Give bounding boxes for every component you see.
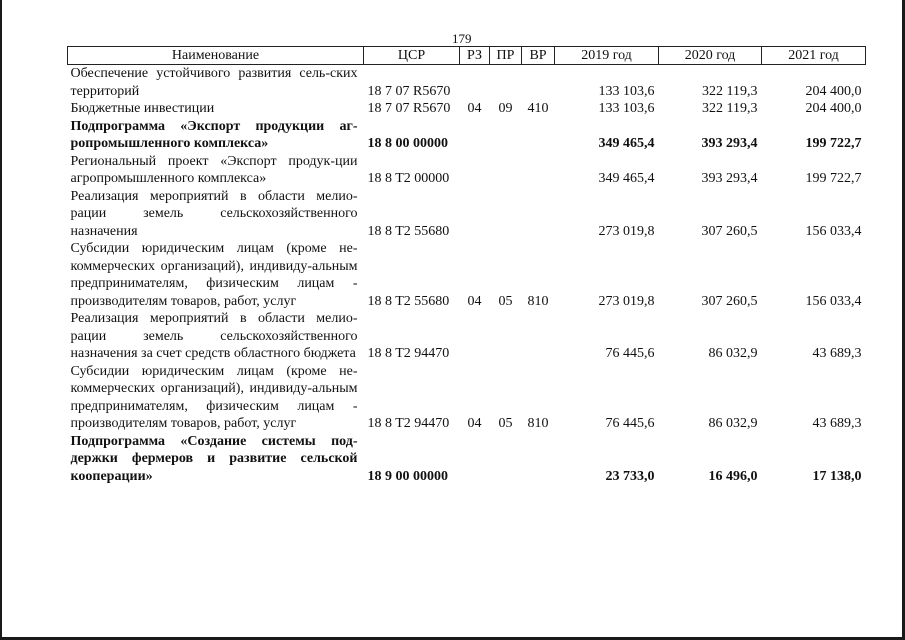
cell-2019: 349 465,4: [598, 136, 655, 151]
cell-csr: 18 8 00 00000: [367, 136, 448, 151]
cell-2019: 133 103,6: [598, 101, 655, 116]
cell-2020: 322 119,3: [702, 101, 758, 116]
cell-pr: [490, 65, 522, 101]
cell-csr: 18 8 T2 55680: [367, 293, 450, 309]
table-row: [68, 240, 866, 310]
page-number: 179: [452, 31, 472, 46]
cell-2020: 86 032,9: [708, 346, 758, 361]
cell-name: Обеспечение устойчивого развития сель-ских территорий: [70, 66, 358, 99]
header-name: Наименование: [68, 47, 364, 65]
cell-2021: 204 400,0: [805, 101, 862, 116]
cell-csr: 18 8 T2 00000: [367, 171, 450, 186]
table-row: [68, 65, 866, 101]
cell-name: Субсидии юридическим лицам (кроме не-коммерческих организаций), индивиду-альным предпринимателям, физическим лицам - производителям товаров, работ, услуг: [70, 241, 358, 309]
cell-2019: 133 103,6: [598, 83, 655, 99]
cell-2019: 273 019,8: [598, 293, 655, 309]
cell-2020: 393 293,4: [701, 136, 758, 151]
cell-2020: 393 293,4: [701, 171, 758, 186]
cell-vr: [522, 188, 555, 241]
cell-name: Региональный проект «Экспорт продук-ции агропромышленного комплекса»: [70, 153, 358, 186]
cell-csr: 18 8 T2 94470: [367, 346, 450, 361]
cell-vr: [522, 118, 555, 153]
cell-2021: 43 689,3: [812, 416, 862, 431]
header-pr: ПР: [490, 47, 522, 65]
cell-name: Бюджетные инвестиции: [70, 101, 215, 116]
table-row: [68, 188, 866, 241]
table-row: [68, 118, 866, 153]
table-row: [68, 100, 866, 118]
cell-pr: [490, 433, 522, 486]
cell-csr: 18 8 T2 55680: [367, 223, 450, 239]
cell-vr: [522, 153, 555, 188]
cell-vr: 810: [527, 293, 549, 309]
header-vr: ВР: [522, 47, 555, 65]
cell-pr: 05: [498, 416, 513, 431]
cell-2019: 76 445,6: [605, 416, 655, 431]
page-left-border: [0, 0, 2, 640]
cell-2020: 16 496,0: [708, 468, 758, 484]
cell-2021: 204 400,0: [805, 83, 862, 99]
header-rz: РЗ: [460, 47, 490, 65]
table-row: [68, 433, 866, 486]
budget-table: [67, 46, 866, 485]
cell-2021: 156 033,4: [805, 293, 862, 309]
cell-rz: [460, 118, 490, 153]
cell-name: Реализация мероприятий в области мелио-рации земель сельскохозяйственного назначения: [70, 188, 358, 239]
cell-vr: [522, 433, 555, 486]
cell-csr: 18 7 07 R5670: [367, 83, 451, 99]
cell-2019: 23 733,0: [605, 468, 655, 484]
cell-csr: 18 8 T2 94470: [367, 416, 450, 431]
table-row: [68, 310, 866, 363]
cell-2021: 199 722,7: [805, 171, 862, 186]
header-2021: 2021 год: [762, 47, 866, 65]
cell-rz: [460, 153, 490, 188]
cell-2021: 199 722,7: [805, 136, 862, 151]
header-2019: 2019 год: [555, 47, 659, 65]
cell-2021: 156 033,4: [805, 223, 862, 239]
header-row: [68, 47, 866, 65]
cell-name: Субсидии юридическим лицам (кроме не-коммерческих организаций), индивиду-альным предпринимателям, физическим лицам - производителям товаров, работ, услуг: [70, 363, 358, 431]
cell-name: Реализация мероприятий в области мелио-рации земель сельскохозяйственного назначения за счет средств областного бюджета: [70, 311, 358, 361]
cell-vr: [522, 310, 555, 363]
cell-2020: 307 260,5: [701, 223, 758, 239]
cell-pr: [490, 153, 522, 188]
header-csr: ЦСР: [364, 47, 460, 65]
cell-2019: 349 465,4: [598, 171, 655, 186]
cell-rz: [460, 65, 490, 101]
cell-rz: 04: [467, 101, 482, 116]
table-body: [68, 65, 866, 486]
cell-rz: [460, 310, 490, 363]
cell-2020: 307 260,5: [701, 293, 758, 309]
cell-rz: 04: [467, 416, 482, 431]
cell-csr: 18 9 00 00000: [367, 468, 448, 484]
cell-name: Подпрограмма «Экспорт продукции аг-ропромышленного комплекса»: [70, 118, 358, 151]
cell-2021: 17 138,0: [812, 468, 862, 484]
cell-csr: 18 7 07 R5670: [367, 101, 451, 116]
cell-vr: [522, 65, 555, 101]
cell-vr: 810: [527, 416, 549, 431]
cell-rz: [460, 188, 490, 241]
cell-2021: 43 689,3: [812, 346, 862, 361]
cell-2019: 273 019,8: [598, 223, 655, 239]
table-row: [68, 363, 866, 433]
header-2020: 2020 год: [659, 47, 762, 65]
cell-pr: 09: [498, 101, 513, 116]
cell-vr: 410: [527, 101, 549, 116]
cell-pr: [490, 188, 522, 241]
table-header: [68, 47, 866, 65]
cell-2019: 76 445,6: [605, 346, 655, 361]
cell-pr: [490, 118, 522, 153]
cell-rz: [460, 433, 490, 486]
cell-name: Подпрограмма «Создание системы под-держки фермеров и развитие сельской кооперации»: [70, 433, 358, 484]
cell-2020: 322 119,3: [702, 83, 758, 99]
table-row: [68, 153, 866, 188]
cell-rz: 04: [467, 293, 482, 309]
cell-2020: 86 032,9: [708, 416, 758, 431]
cell-pr: [490, 310, 522, 363]
cell-pr: 05: [498, 293, 513, 309]
